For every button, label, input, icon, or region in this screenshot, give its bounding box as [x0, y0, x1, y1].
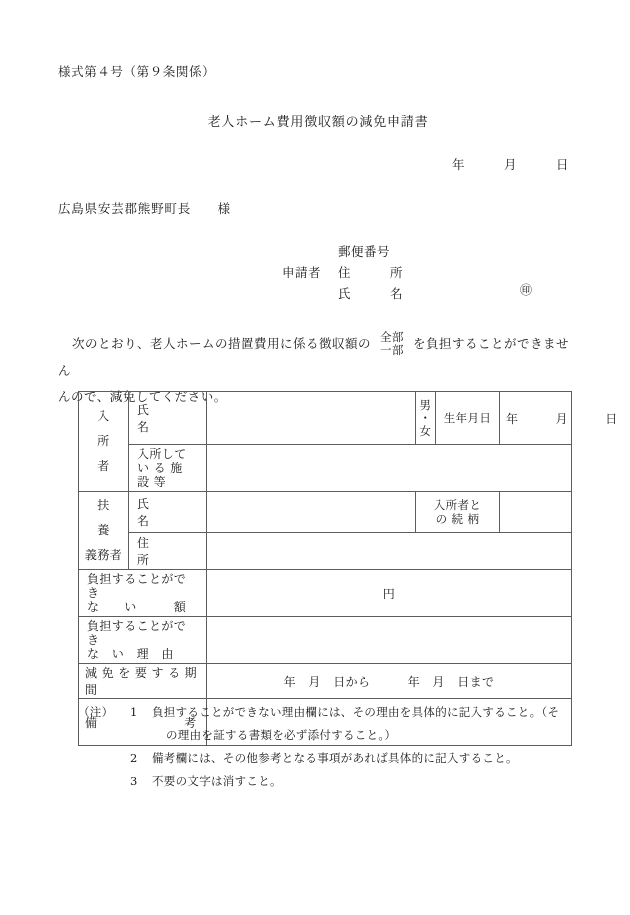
note-number: 2 [130, 751, 138, 765]
amount-input[interactable]: 円 [207, 570, 572, 617]
addressee: 広島県安芸郡熊野町長 様 [58, 201, 231, 216]
note-number: 3 [130, 774, 138, 788]
amount-label-line-1: 負担することができ [87, 572, 187, 600]
page-title: 老人ホーム費用徴収額の減免申請書 [207, 115, 429, 130]
statement-tail: を負担することができません [58, 336, 570, 378]
note-number: 1 [130, 705, 138, 719]
supporter-address-input[interactable] [207, 533, 572, 570]
resident-label [79, 392, 129, 492]
applicant-block [282, 242, 533, 305]
resident-label-char-2: 所 [97, 434, 110, 448]
notes-marker: （注） [78, 705, 114, 719]
relation-label-line-2: の 続 柄 [435, 512, 480, 526]
table-row-resident-name [79, 392, 572, 445]
gender-separator: ・ [419, 410, 432, 425]
statement-line2: んので、減免してください。 [58, 388, 227, 404]
note-text: 備考欄には、その他参考となる事項があれば具体的に記入すること。 [152, 751, 518, 765]
note-text [152, 701, 598, 747]
note-text: 不要の文字は消すこと。 [152, 774, 282, 788]
supporter-name-input[interactable] [207, 492, 416, 533]
choice-option-all[interactable]: 全部 [380, 329, 405, 344]
supporter-name-label: 氏 名 [129, 492, 207, 533]
name-label: 氏 名 [338, 286, 404, 301]
table-row-reason [79, 617, 572, 664]
reason-label-line-1: 負担することができ [87, 619, 187, 647]
table-row-supporter-address [79, 533, 572, 570]
reason-input[interactable] [207, 617, 572, 664]
gender-choice[interactable] [416, 392, 436, 445]
notes-section [78, 701, 598, 793]
note-text-line-2: の理由を証する書類を必ず添付すること。） [166, 728, 397, 742]
facility-label-line-2: る 施 設 等 [137, 461, 183, 489]
resident-name-input[interactable] [207, 392, 416, 445]
period-label: 減 免 を 要 す る 期 間 [79, 664, 207, 699]
note-item [78, 747, 598, 770]
table-row-period [79, 664, 572, 699]
address-label: 住 所 [338, 265, 404, 280]
facility-input[interactable] [207, 445, 572, 492]
supporter-label-line-1: 扶 養 [97, 498, 135, 537]
postal-code-row [282, 242, 412, 263]
gender-option-male[interactable]: 男 [419, 397, 432, 412]
coverage-choice[interactable] [380, 331, 404, 357]
seal-icon: ㊞ [520, 283, 533, 297]
reason-label-line-2: な い 理 由 [87, 647, 174, 661]
supporter-address-label: 住 所 [129, 533, 207, 570]
relation-label-line-1: 入所者と [433, 498, 482, 512]
amount-label [79, 570, 207, 617]
applicant-label: 申請者 [282, 265, 322, 280]
supporter-label-line-2: 義務者 [84, 548, 123, 562]
form-code: 様式第４号（第９条関係） [58, 64, 216, 79]
application-table [78, 391, 618, 746]
postal-code-label: 郵便番号 [338, 244, 391, 259]
gender-option-female[interactable]: 女 [419, 423, 432, 438]
resident-label-char-1: 入 [97, 409, 110, 423]
note-item [78, 770, 598, 793]
relation-input[interactable] [500, 492, 572, 533]
reason-label [79, 617, 207, 664]
name-row [282, 284, 412, 305]
resident-label-char-3: 者 [97, 459, 110, 473]
table-row-facility [79, 445, 572, 492]
remarks-label: 備 考 [79, 699, 207, 746]
table-row-supporter-name [79, 492, 572, 533]
submission-date-line: 年 月 日 [452, 157, 570, 172]
period-input[interactable]: 年 月 日から 年 月 日まで [207, 664, 572, 699]
relation-label [416, 492, 500, 533]
note-item [78, 701, 598, 747]
facility-label [129, 445, 207, 492]
facility-label-line-1: 入所してい [137, 447, 187, 475]
birthdate-value[interactable]: 年 月 日 [500, 392, 572, 445]
note-text-line-1: 負担することができない理由欄には、その理由を具体的に記入すること。（そ [152, 705, 560, 719]
birthdate-label: 生年月日 [436, 392, 500, 445]
address-row [282, 263, 412, 284]
statement-lead: 次のとおり、老人ホームの措置費用に係る徴収額の [72, 336, 372, 351]
resident-name-label: 氏 名 [129, 392, 207, 445]
choice-option-part[interactable]: 一部 [380, 342, 405, 357]
table-row-amount [79, 570, 572, 617]
supporter-label [79, 492, 135, 570]
amount-label-line-2: な い 額 [87, 600, 187, 614]
